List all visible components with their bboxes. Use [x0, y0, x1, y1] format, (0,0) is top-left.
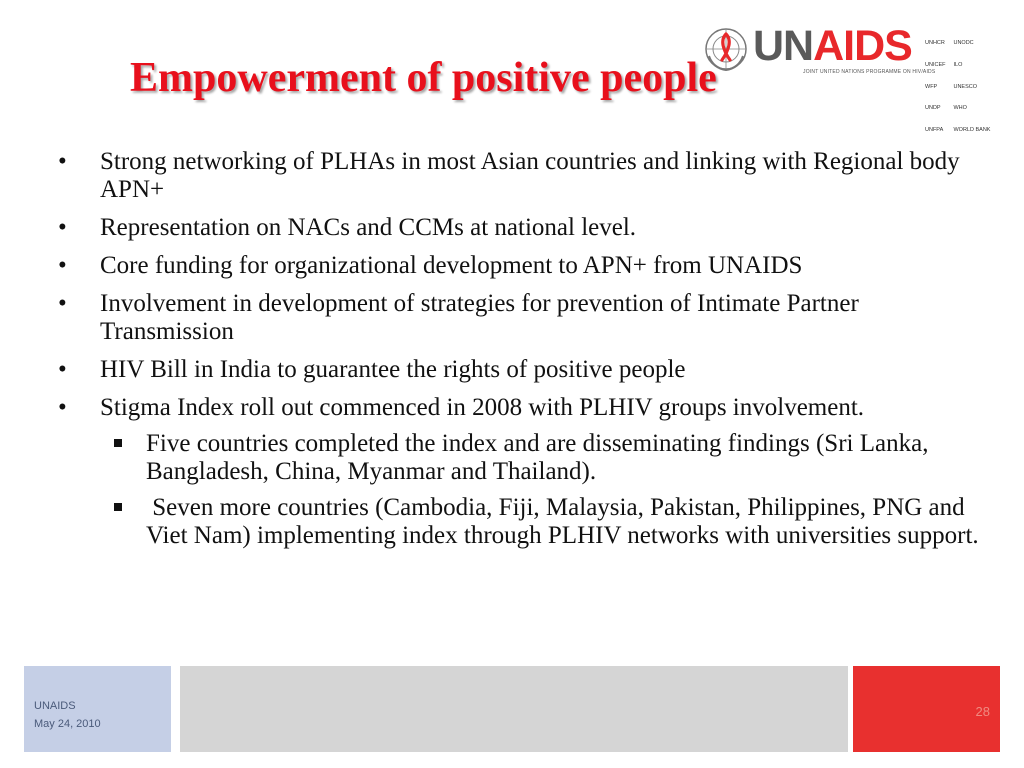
bullet-text: Strong networking of PLHAs in most Asian countries and linking with Regional body APN+ [100, 148, 960, 203]
cosponsor-item: UNFPA [925, 126, 944, 133]
square-bullet-icon [114, 503, 122, 511]
cosponsor-item: WFP [925, 83, 938, 90]
slide-number: 28 [975, 704, 990, 719]
bullet-item [48, 252, 988, 280]
bullet-dot-icon: • [58, 290, 67, 317]
cosponsor-item: WHO [953, 105, 967, 112]
cosponsor-item: UNICEF [925, 62, 946, 69]
cosponsor-item: UNDP [925, 105, 941, 112]
sub-bullet-text: Seven more countries (Cambodia, Fiji, Malaysia, Pakistan, Philippines, PNG and Viet Nam) implementing index through PLHIV networks with universities support. [146, 494, 979, 549]
bullet-item [48, 394, 988, 550]
wordmark-un: UN [753, 22, 814, 70]
cosponsor-item: ILO [953, 62, 963, 69]
bullet-text: Representation on NACs and CCMs at national level. [100, 214, 637, 241]
bullet-dot-icon: • [58, 148, 67, 175]
cosponsor-column-2 [953, 26, 990, 148]
sub-bullet-item [100, 430, 988, 486]
slide-body [48, 148, 988, 560]
bullet-item [48, 290, 988, 346]
sub-bullet-item [100, 494, 988, 550]
bullet-text: Core funding for organizational development to APN+ from UNAIDS [100, 252, 803, 279]
cosponsor-column-1 [925, 26, 945, 148]
bullet-item [48, 148, 988, 204]
wordmark-aids: AIDS [813, 22, 912, 70]
unaids-logo [703, 22, 1003, 133]
sub-bullet-list [100, 430, 988, 550]
cosponsor-item: WORLD BANK [953, 126, 991, 133]
bullet-dot-icon: • [58, 252, 67, 279]
bullet-text: HIV Bill in India to guarantee the rights of positive people [100, 356, 686, 383]
bullet-dot-icon: • [58, 356, 67, 383]
footer-band [180, 666, 848, 752]
cosponsor-item: UNODC [953, 40, 974, 47]
sub-bullet-text: Five countries completed the index and are disseminating findings (Sri Lanka, Bangladesh, China, Myanmar and Thailand). [146, 430, 935, 485]
bullet-text: Involvement in development of strategies for prevention of Intimate Partner Transmission [100, 290, 859, 345]
cosponsor-item: UNESCO [953, 83, 978, 90]
cosponsor-item: UNHCR [925, 40, 945, 47]
bullet-item [48, 356, 988, 384]
footer-number-block [853, 666, 1000, 752]
square-bullet-icon [114, 439, 122, 447]
footer-org: UNAIDS [34, 700, 76, 712]
cosponsor-list [925, 26, 990, 148]
bullet-dot-icon: • [58, 214, 67, 241]
bullet-list [48, 148, 988, 550]
bullet-text: Stigma Index roll out commenced in 2008 with PLHIV groups involvement. [100, 394, 865, 421]
logo-tagline: JOINT UNITED NATIONS PROGRAMME ON HIV/AIDS [803, 69, 936, 75]
bullet-dot-icon: • [58, 394, 67, 421]
unaids-wordmark [753, 24, 912, 68]
footer-date: May 24, 2010 [34, 718, 101, 730]
bullet-item [48, 214, 988, 242]
footer-info-block [24, 666, 171, 752]
slide-title: Empowerment of positive people [130, 55, 717, 101]
